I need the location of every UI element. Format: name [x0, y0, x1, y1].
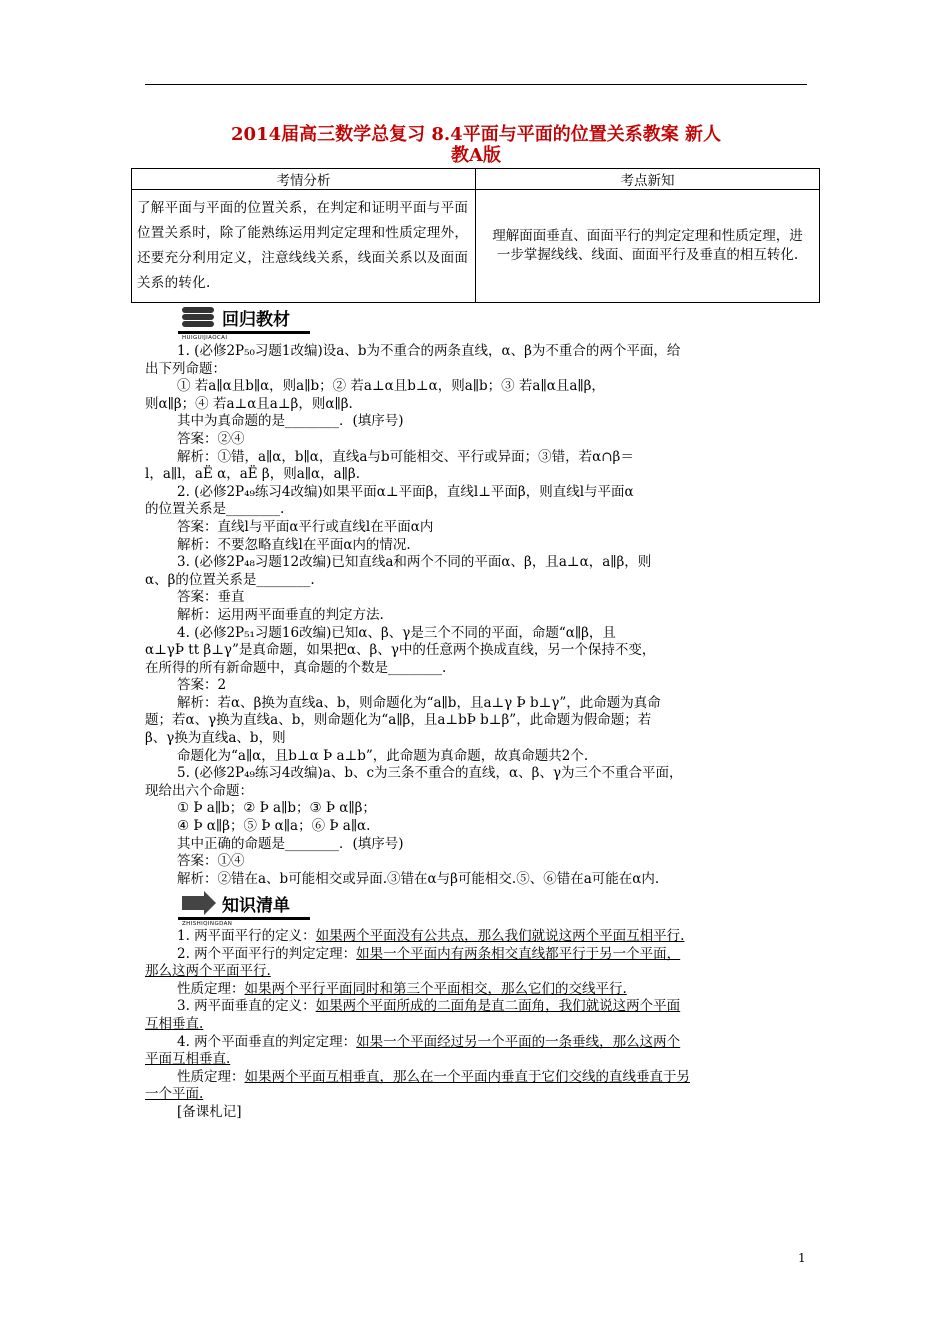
lesson-notes-label: [备课札记]	[177, 1103, 242, 1120]
text-line: 2. (必修2P₄₉练习4改编)如果平面α⊥平面β，直线l⊥平面β，则直线l与平面α	[177, 483, 634, 500]
text-line: 解析：不要忽略直线l在平面α内的情况.	[177, 536, 411, 553]
text-line: 答案：①④	[177, 853, 245, 870]
text-line: α⊥γÞ tt β⊥γ”是真命题，如果把α、β、γ中的任意两个换成直线，另一个保持不变，	[145, 642, 656, 659]
text-line: 答案：直线l与平面α平行或直线l在平面α内	[177, 518, 434, 535]
table-header-knowledge: 考点新知	[476, 169, 820, 190]
text-line: 性质定理：如果两个平行平面同时和第三个平面相交，那么它们的交线平行.	[177, 980, 627, 997]
section-label: 回归教材	[222, 309, 290, 330]
text-line: 则α∥β；④ 若a⊥α且a⊥β，则α∥β.	[145, 395, 353, 412]
knowledge-list	[145, 928, 809, 1122]
arrow-icon	[178, 888, 218, 918]
text-line: 解析：②错在a、b可能相交或异面.③错在α与β可能相交.⑤、⑥错在a可能在α内.	[177, 870, 660, 887]
text-line: β、γ换为直线a、b，则	[145, 730, 286, 747]
text-line: ④ Þ α∥β；⑤ Þ α∥a；⑥ Þ a∥α.	[177, 818, 371, 835]
section-label: 知识清单	[222, 895, 290, 916]
text-line: 3. 两平面垂直的定义：如果两个平面所成的二面角是直二面角，我们就说这两个平面	[177, 998, 681, 1015]
text-line: 互相垂直.	[145, 1015, 204, 1032]
title-line-1: 2014届高三数学总复习 8.4平面与平面的位置关系教案 新人	[231, 124, 721, 145]
text-line: 5. (必修2P₄₉练习4改编)a、b、c为三条不重合的直线，α、β、γ为三个不重合平面，	[177, 765, 683, 782]
text-line: 其中为真命题的是________．(填序号)	[177, 413, 404, 430]
text-line: ① Þ a∥b；② Þ a∥b；③ Þ α∥β；	[177, 800, 376, 817]
section-underline	[178, 331, 310, 334]
table-cell-knowledge: 理解面面垂直、面面平行的判定定理和性质定理，进一步掌握线线、线面、面面平行及垂直的相互转化.	[476, 190, 820, 303]
section-underline	[178, 917, 310, 920]
analysis-table	[131, 168, 820, 303]
text-line: 1. (必修2P₅₀习题1改编)设a、b为不重合的两条直线，α、β为不重合的两个平面，给	[177, 343, 681, 359]
section-heading-textbook	[178, 302, 290, 341]
text-line: 1. 两平面平行的定义：如果两个平面没有公共点，那么我们就说这两个平面互相平行.	[177, 928, 685, 944]
section-pinyin: HUIGUIJIAOCAI	[182, 335, 228, 341]
section-heading-knowledge	[178, 888, 290, 927]
text-line: 答案：2	[177, 677, 227, 694]
text-line: 2. 两个平面平行的判定定理：如果一个平面内有两条相交直线都平行于另一个平面，	[177, 945, 681, 962]
text-line: 答案：垂直	[177, 589, 245, 606]
text-line: ① 若a∥α且b∥α，则a∥b；② 若a⊥α且b⊥α，则a∥b；③ 若a∥α且a∥β，	[177, 378, 605, 395]
text-line: 现给出六个命题：	[145, 782, 253, 799]
text-line: 4. (必修2P₅₁习题16改编)已知α、β、γ是三个不同的平面，命题“α∥β，且	[177, 624, 616, 641]
text-line: 出下列命题：	[145, 360, 226, 377]
text-line: 解析：运用两平面垂直的判定方法.	[177, 606, 384, 623]
text-line: 平面互相垂直.	[145, 1051, 231, 1068]
exercise-list	[145, 343, 809, 888]
text-line: 解析：①错，a∥α，b∥α，直线a与b可能相交、平行或异面；③错，若α∩β＝	[177, 448, 634, 465]
text-line: 3. (必修2P₄₈习题12改编)已知直线a和两个不同的平面α、β，且a⊥α，a∥β，则	[177, 554, 652, 571]
text-line: 的位置关系是________.	[145, 501, 285, 518]
text-line: 题；若α、γ换为直线a、b，则命题化为“a∥β，且a⊥bÞ b⊥β”，此命题为假命题；若	[145, 712, 652, 729]
page-title	[145, 124, 807, 166]
text-line: 在所得的所有新命题中，真命题的个数是________.	[145, 659, 447, 676]
text-line: 命题化为“a∥α，且b⊥α Þ a⊥b”，此命题为真命题，故真命题共2个.	[177, 747, 589, 764]
books-icon	[178, 302, 218, 332]
title-line-2: 教A版	[451, 145, 501, 166]
text-line: 答案：②④	[177, 430, 245, 447]
text-line: 一个平面.	[145, 1086, 204, 1103]
text-line: 解析：若α、β换为直线a、b，则命题化为“a∥b，且a⊥γ Þ b⊥γ”，此命题为真命	[177, 694, 661, 711]
text-line: 性质定理：如果两个平面互相垂直，那么在一个平面内垂直于它们交线的直线垂直于另	[177, 1068, 690, 1085]
text-line: l，a∥l，aË α，aË β，则a∥α，a∥β.	[145, 466, 361, 483]
text-line: 4. 两个平面垂直的判定定理：如果一个平面经过另一个平面的一条垂线，那么这两个	[177, 1033, 681, 1050]
page-number: 1	[798, 1251, 806, 1265]
text-line: 那么这两个平面平行.	[145, 963, 271, 980]
table-header-analysis: 考情分析	[132, 169, 476, 190]
section-pinyin: ZHISHIQINGDAN	[182, 921, 233, 927]
table-cell-analysis: 了解平面与平面的位置关系，在判定和证明平面与平面位置关系时，除了能熟练运用判定定理和性质定理外，还要充分利用定义，注意线线关系，线面关系以及面面关系的转化.	[132, 190, 476, 303]
text-line: α、β的位置关系是________.	[145, 571, 315, 588]
header-rule	[145, 84, 807, 85]
text-line: 其中正确的命题是________．(填序号)	[177, 835, 404, 852]
